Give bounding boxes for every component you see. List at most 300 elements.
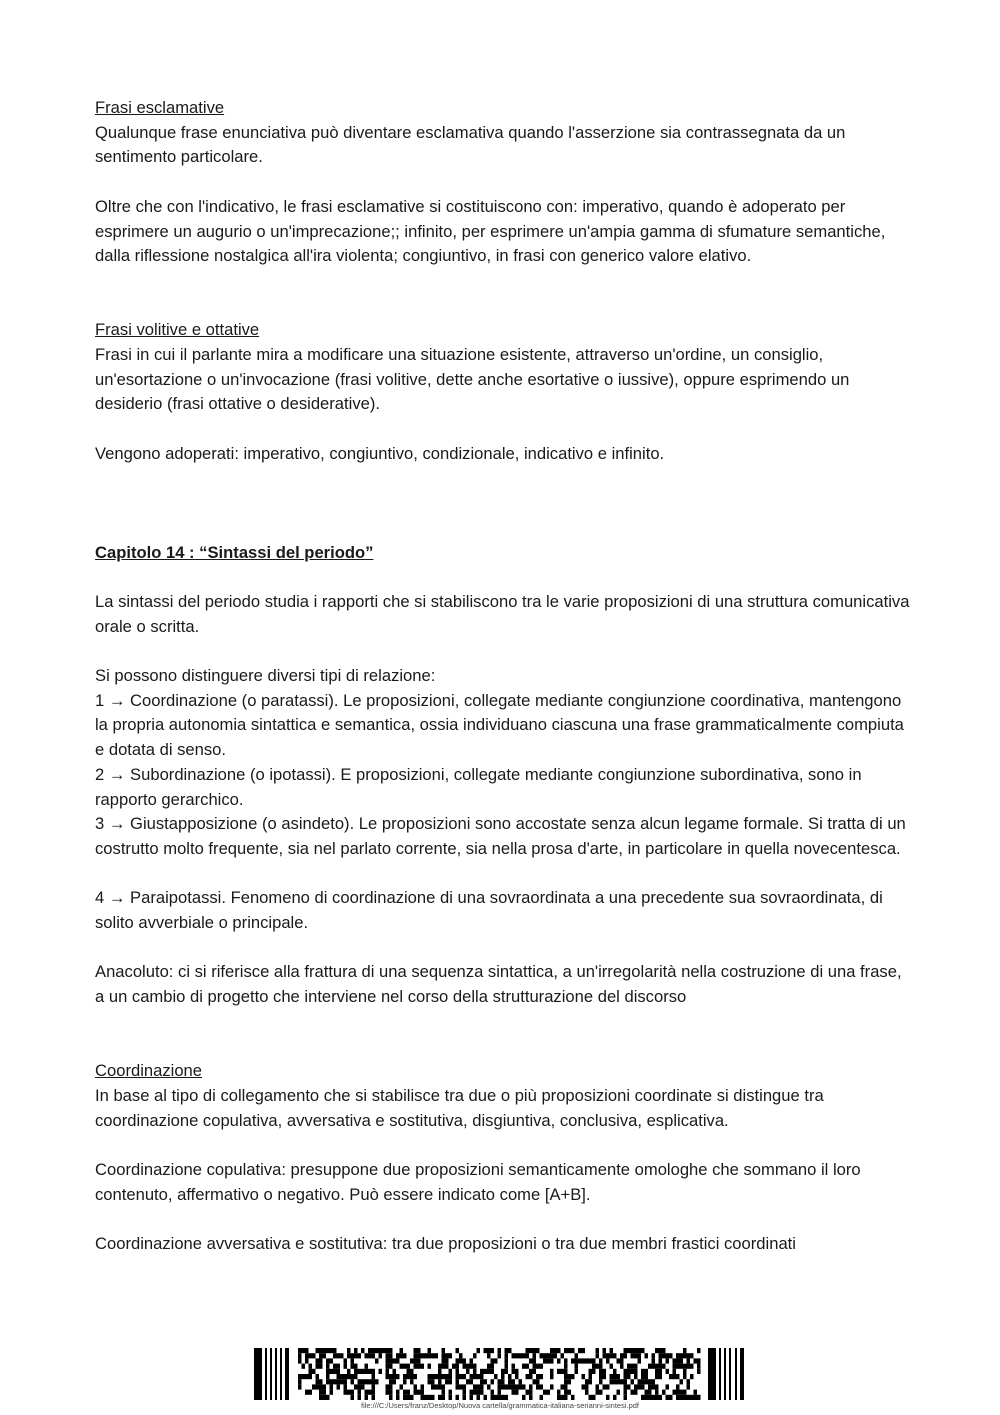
barcode-module — [638, 1358, 642, 1363]
barcode-module — [603, 1384, 607, 1389]
barcode-module — [340, 1374, 344, 1379]
barcode-module — [638, 1384, 642, 1389]
barcode-module — [655, 1364, 659, 1369]
barcode-module — [676, 1364, 680, 1369]
barcode-module — [351, 1374, 355, 1379]
barcode-module — [344, 1379, 348, 1384]
barcode-module — [337, 1369, 341, 1374]
barcode-module — [645, 1353, 649, 1358]
barcode-module — [543, 1390, 547, 1395]
barcode-module — [676, 1390, 680, 1395]
barcode-module — [358, 1379, 362, 1384]
barcode-module — [561, 1353, 565, 1358]
barcode-module — [323, 1348, 327, 1353]
barcode-module — [550, 1374, 554, 1379]
barcode-module — [438, 1395, 442, 1400]
barcode-module — [442, 1390, 446, 1395]
barcode-module — [673, 1364, 677, 1369]
barcode-module — [578, 1348, 582, 1353]
barcode-module — [372, 1374, 376, 1379]
barcode-module — [379, 1353, 383, 1358]
barcode-module — [648, 1395, 652, 1400]
barcode-module — [337, 1379, 341, 1384]
barcode-module — [519, 1384, 523, 1389]
barcode-module — [365, 1390, 369, 1395]
barcode-module — [624, 1353, 628, 1358]
barcode-module — [417, 1358, 421, 1363]
barcode-module — [470, 1358, 474, 1363]
barcode-module — [372, 1353, 376, 1358]
barcode-module — [687, 1358, 691, 1363]
heading-frasi-esclamative: Frasi esclamative — [95, 98, 225, 117]
barcode-module — [463, 1384, 467, 1389]
barcode-module — [463, 1374, 467, 1379]
barcode-module — [652, 1395, 656, 1400]
barcode-module — [606, 1353, 610, 1358]
barcode-module — [319, 1364, 323, 1369]
barcode-module — [480, 1374, 484, 1379]
barcode-module — [515, 1390, 519, 1395]
barcode-module — [659, 1374, 663, 1379]
barcode-module — [368, 1348, 372, 1353]
barcode-module — [330, 1348, 334, 1353]
barcode-module — [582, 1358, 586, 1363]
barcode-module — [662, 1364, 666, 1369]
barcode-module — [662, 1353, 666, 1358]
barcode-module — [687, 1384, 691, 1389]
barcode-module — [361, 1369, 365, 1374]
barcode-module — [694, 1358, 698, 1363]
barcode-module — [459, 1384, 463, 1389]
barcode-module — [526, 1348, 530, 1353]
barcode-module — [599, 1379, 603, 1384]
barcode-module — [599, 1369, 603, 1374]
barcode-module — [368, 1353, 372, 1358]
barcode-module — [477, 1374, 481, 1379]
barcode-module — [652, 1379, 656, 1384]
barcode-module — [659, 1348, 663, 1353]
barcode-module — [421, 1364, 425, 1369]
barcode-module — [417, 1364, 421, 1369]
barcode-module — [414, 1374, 418, 1379]
barcode-module — [515, 1374, 519, 1379]
barcode-module — [393, 1379, 397, 1384]
barcode-module — [337, 1353, 341, 1358]
barcode-module — [638, 1379, 642, 1384]
barcode-module — [442, 1364, 446, 1369]
barcode-module — [354, 1353, 358, 1358]
barcode-module — [414, 1348, 418, 1353]
barcode-module — [421, 1395, 425, 1400]
barcode-module — [610, 1348, 614, 1353]
barcode-module — [648, 1384, 652, 1389]
barcode-module — [466, 1369, 470, 1374]
barcode-module — [557, 1358, 561, 1363]
barcode-module — [463, 1390, 467, 1395]
barcode-module — [480, 1369, 484, 1374]
barcode-module — [375, 1379, 379, 1384]
barcode-module — [302, 1364, 306, 1369]
barcode-module — [326, 1364, 330, 1369]
barcode-module — [494, 1395, 498, 1400]
barcode-module — [659, 1358, 663, 1363]
barcode-module — [477, 1395, 481, 1400]
barcode-module — [536, 1384, 540, 1389]
barcode-module — [473, 1364, 477, 1369]
barcode-module — [596, 1353, 600, 1358]
barcode-module — [466, 1379, 470, 1384]
barcode-module — [508, 1374, 512, 1379]
barcode-module — [575, 1353, 579, 1358]
barcode-module — [365, 1379, 369, 1384]
barcode-module — [613, 1353, 617, 1358]
barcode-module — [305, 1374, 309, 1379]
barcode-module — [547, 1353, 551, 1358]
barcode-module — [645, 1395, 649, 1400]
barcode-module — [617, 1358, 621, 1363]
barcode-module — [666, 1369, 670, 1374]
barcode-module — [389, 1384, 393, 1389]
barcode-module — [344, 1390, 348, 1395]
barcode-module — [316, 1374, 320, 1379]
paragraph: Coordinazione copulativa: presuppone due proposizioni semanticamente omologhe che sommano il loro contenuto, affermativo o negativo. Può essere indicato come [A+B]. — [95, 1159, 861, 1204]
barcode-module — [641, 1395, 645, 1400]
barcode-module — [683, 1353, 687, 1358]
barcode-module — [522, 1353, 526, 1358]
barcode-module — [683, 1374, 687, 1379]
barcode-module — [319, 1395, 323, 1400]
barcode-module — [498, 1348, 502, 1353]
barcode-module — [372, 1395, 376, 1400]
barcode-module — [477, 1390, 481, 1395]
barcode-module — [624, 1390, 628, 1395]
barcode-module — [536, 1364, 540, 1369]
barcode-module — [396, 1374, 400, 1379]
barcode-module — [435, 1374, 439, 1379]
barcode-module — [358, 1390, 362, 1395]
barcode-module — [428, 1374, 432, 1379]
barcode-module — [687, 1364, 691, 1369]
barcode-module — [529, 1369, 533, 1374]
barcode-module — [564, 1379, 568, 1384]
barcode-module — [494, 1374, 498, 1379]
barcode-module — [344, 1358, 348, 1363]
barcode-module — [400, 1384, 404, 1389]
barcode-module — [680, 1358, 684, 1363]
barcode-module — [389, 1364, 393, 1369]
barcode-module — [624, 1369, 628, 1374]
barcode-module — [309, 1369, 313, 1374]
barcode-module — [540, 1353, 544, 1358]
barcode-module — [428, 1348, 432, 1353]
barcode-module — [662, 1390, 666, 1395]
barcode-module — [624, 1384, 628, 1389]
barcode-module — [491, 1358, 495, 1363]
barcode-module — [428, 1353, 432, 1358]
barcode-module — [375, 1358, 379, 1363]
barcode-module — [515, 1369, 519, 1374]
barcode-module — [449, 1390, 453, 1395]
barcode-module — [512, 1390, 516, 1395]
barcode-module — [659, 1369, 663, 1374]
barcode-module — [487, 1353, 491, 1358]
barcode-module — [620, 1364, 624, 1369]
barcode-module — [456, 1374, 460, 1379]
barcode-module — [690, 1395, 694, 1400]
barcode-module — [407, 1395, 411, 1400]
barcode-module — [466, 1364, 470, 1369]
barcode-module — [456, 1358, 460, 1363]
barcode-stop-bar — [719, 1348, 721, 1400]
barcode-module — [571, 1374, 575, 1379]
barcode-module — [491, 1379, 495, 1384]
barcode-module — [368, 1369, 372, 1374]
barcode-module — [676, 1395, 680, 1400]
barcode-module — [529, 1395, 533, 1400]
barcode-module — [634, 1364, 638, 1369]
barcode-module — [634, 1390, 638, 1395]
barcode-module — [522, 1384, 526, 1389]
barcode-module — [309, 1390, 313, 1395]
barcode-module — [403, 1364, 407, 1369]
barcode-module — [659, 1364, 663, 1369]
barcode-module — [393, 1374, 397, 1379]
barcode-module — [333, 1364, 337, 1369]
barcode-module — [564, 1348, 568, 1353]
barcode-module — [526, 1364, 530, 1369]
paragraph: Qualunque frase enunciativa può diventare esclamativa quando l'asserzione sia contrassegnata da un sentimento particolare. — [95, 122, 846, 167]
barcode-module — [326, 1369, 330, 1374]
barcode-module — [673, 1374, 677, 1379]
barcode-module — [564, 1384, 568, 1389]
barcode-module — [526, 1353, 530, 1358]
barcode-module — [347, 1369, 351, 1374]
barcode-module — [456, 1379, 460, 1384]
barcode-module — [389, 1353, 393, 1358]
barcode-module — [498, 1384, 502, 1389]
barcode-module — [519, 1353, 523, 1358]
barcode-module — [596, 1384, 600, 1389]
barcode-module — [400, 1348, 404, 1353]
barcode-module — [365, 1364, 369, 1369]
barcode-module — [680, 1390, 684, 1395]
barcode-module — [652, 1364, 656, 1369]
barcode-module — [351, 1358, 355, 1363]
barcode-module — [655, 1369, 659, 1374]
barcode-module — [438, 1379, 442, 1384]
barcode-module — [519, 1379, 523, 1384]
barcode-module — [533, 1364, 537, 1369]
barcode-module — [564, 1369, 568, 1374]
barcode-module — [673, 1358, 677, 1363]
barcode-module — [330, 1369, 334, 1374]
barcode-module — [683, 1369, 687, 1374]
barcode-start-bar — [280, 1348, 282, 1400]
barcode-module — [659, 1395, 663, 1400]
barcode-module — [305, 1358, 309, 1363]
barcode-module — [333, 1369, 337, 1374]
barcode-module — [627, 1374, 631, 1379]
barcode-module — [599, 1390, 603, 1395]
barcode-module — [561, 1384, 565, 1389]
barcode-module — [358, 1369, 362, 1374]
barcode-module — [638, 1348, 642, 1353]
barcode-module — [487, 1384, 491, 1389]
barcode-module — [403, 1395, 407, 1400]
barcode-module — [463, 1364, 467, 1369]
barcode-module — [438, 1364, 442, 1369]
footer-file-path: file:///C:/Users/franz/Desktop/Nuova cartella/grammatica-italiana-serianni-sintesi.pdf — [360, 1401, 640, 1410]
barcode-module — [592, 1395, 596, 1400]
barcode-module — [473, 1369, 477, 1374]
barcode-module — [515, 1384, 519, 1389]
barcode-module — [610, 1374, 614, 1379]
barcode-module — [550, 1369, 554, 1374]
barcode-module — [298, 1353, 302, 1358]
barcode-module — [372, 1390, 376, 1395]
barcode-module — [354, 1364, 358, 1369]
barcode-module — [564, 1395, 568, 1400]
barcode-module — [389, 1390, 393, 1395]
barcode-module — [680, 1364, 684, 1369]
barcode-module — [456, 1384, 460, 1389]
barcode-module — [505, 1348, 509, 1353]
barcode-module — [659, 1353, 663, 1358]
barcode-module — [330, 1379, 334, 1384]
barcode-module — [599, 1358, 603, 1363]
barcode-module — [354, 1374, 358, 1379]
barcode-module — [662, 1348, 666, 1353]
barcode-module — [305, 1353, 309, 1358]
barcode-module — [484, 1379, 488, 1384]
barcode-module — [361, 1384, 365, 1389]
barcode-module — [606, 1384, 610, 1389]
barcode-module — [442, 1348, 446, 1353]
barcode-module — [470, 1374, 474, 1379]
barcode-module — [414, 1384, 418, 1389]
barcode-module — [599, 1374, 603, 1379]
barcode-module — [337, 1374, 341, 1379]
barcode-module — [571, 1348, 575, 1353]
barcode-module — [501, 1395, 505, 1400]
barcode-module — [596, 1390, 600, 1395]
barcode-module — [414, 1364, 418, 1369]
barcode-module — [431, 1374, 435, 1379]
barcode-module — [526, 1374, 530, 1379]
barcode-module — [533, 1358, 537, 1363]
barcode-module — [655, 1395, 659, 1400]
barcode-module — [347, 1348, 351, 1353]
paragraph: Si possono distinguere diversi tipi di relazione: — [95, 665, 436, 685]
barcode-module — [508, 1384, 512, 1389]
barcode-module — [337, 1364, 341, 1369]
barcode-module — [540, 1374, 544, 1379]
barcode-module — [501, 1384, 505, 1389]
list-item: 2 → Subordinazione (o ipotassi). E proposizioni, collegate mediante congiunzione subordinativa, sono in rapporto gerarchico. — [95, 764, 862, 809]
barcode-module — [351, 1390, 355, 1395]
paragraph: Oltre che con l'indicativo, le frasi esclamative si costituiscono con: imperativo, quando è adoperato per esprimere un augurio o un'imprecazione;; infinito, per esprimere un'ampia gamma di sfumature semantiche, dalla riflessione nostalgica all'ira violenta; congiuntivo, in frasi con generico valore elativo. — [95, 196, 886, 266]
barcode-module — [326, 1374, 330, 1379]
heading-frasi-volitive: Frasi volitive e ottative — [95, 320, 260, 340]
barcode-module — [568, 1379, 572, 1384]
barcode-module — [431, 1395, 435, 1400]
barcode-module — [484, 1369, 488, 1374]
document-page — [95, 96, 915, 1257]
barcode-module — [365, 1369, 369, 1374]
barcode-module — [333, 1348, 337, 1353]
barcode-module — [323, 1384, 327, 1389]
barcode-module — [694, 1390, 698, 1395]
barcode-module — [438, 1369, 442, 1374]
barcode-module — [655, 1374, 659, 1379]
barcode-module — [344, 1364, 348, 1369]
barcode-module — [498, 1395, 502, 1400]
barcode-module — [456, 1348, 460, 1353]
barcode-module — [407, 1374, 411, 1379]
barcode-module — [648, 1364, 652, 1369]
barcode-module — [631, 1390, 635, 1395]
barcode-module — [529, 1348, 533, 1353]
barcode-module — [540, 1395, 544, 1400]
barcode-module — [557, 1369, 561, 1374]
barcode-module — [501, 1379, 505, 1384]
barcode-module — [389, 1379, 393, 1384]
barcode-module — [603, 1374, 607, 1379]
barcode-module — [613, 1379, 617, 1384]
barcode-module — [603, 1353, 607, 1358]
barcode-module — [473, 1384, 477, 1389]
barcode-module — [666, 1395, 670, 1400]
barcode-module — [477, 1384, 481, 1389]
barcode-module — [316, 1348, 320, 1353]
barcode-module — [613, 1395, 617, 1400]
barcode-module — [316, 1364, 320, 1369]
barcode-module — [309, 1353, 313, 1358]
barcode-module — [568, 1374, 572, 1379]
barcode-module — [491, 1348, 495, 1353]
barcode-module — [344, 1374, 348, 1379]
barcode-module — [400, 1364, 404, 1369]
barcode-module — [610, 1353, 614, 1358]
paragraph: Anacoluto: ci si riferisce alla frattura di una sequenza sintattica, a un'irregolarità nella costruzione di una frase, a un cambio di progetto che interviene nel corso della strutturazione del discorso — [95, 962, 902, 1007]
barcode-module — [435, 1384, 439, 1389]
barcode-module — [533, 1379, 537, 1384]
barcode-module — [606, 1358, 610, 1363]
barcode-module — [557, 1390, 561, 1395]
barcode-module — [641, 1348, 645, 1353]
barcode-module — [505, 1369, 509, 1374]
barcode-module — [403, 1379, 407, 1384]
barcode-module — [431, 1353, 435, 1358]
barcode-module — [648, 1379, 652, 1384]
barcode-module — [564, 1390, 568, 1395]
barcode-module — [669, 1374, 673, 1379]
list-item: 4 → Paraipotassi. Fenomeno di coordinazione di una sovraordinata a una precedente sua sovraordinata, di solito avverbiale o principale. — [95, 888, 883, 932]
barcode-module — [372, 1348, 376, 1353]
barcode-module — [319, 1384, 323, 1389]
barcode-module — [330, 1390, 334, 1395]
barcode-module — [302, 1374, 306, 1379]
barcode-module — [561, 1369, 565, 1374]
barcode-module — [424, 1353, 428, 1358]
barcode-module — [319, 1348, 323, 1353]
barcode-module — [529, 1374, 533, 1379]
barcode-module — [431, 1379, 435, 1384]
barcode-module — [361, 1348, 365, 1353]
barcode-module — [372, 1379, 376, 1384]
barcode-module — [442, 1374, 446, 1379]
barcode-module — [683, 1348, 687, 1353]
